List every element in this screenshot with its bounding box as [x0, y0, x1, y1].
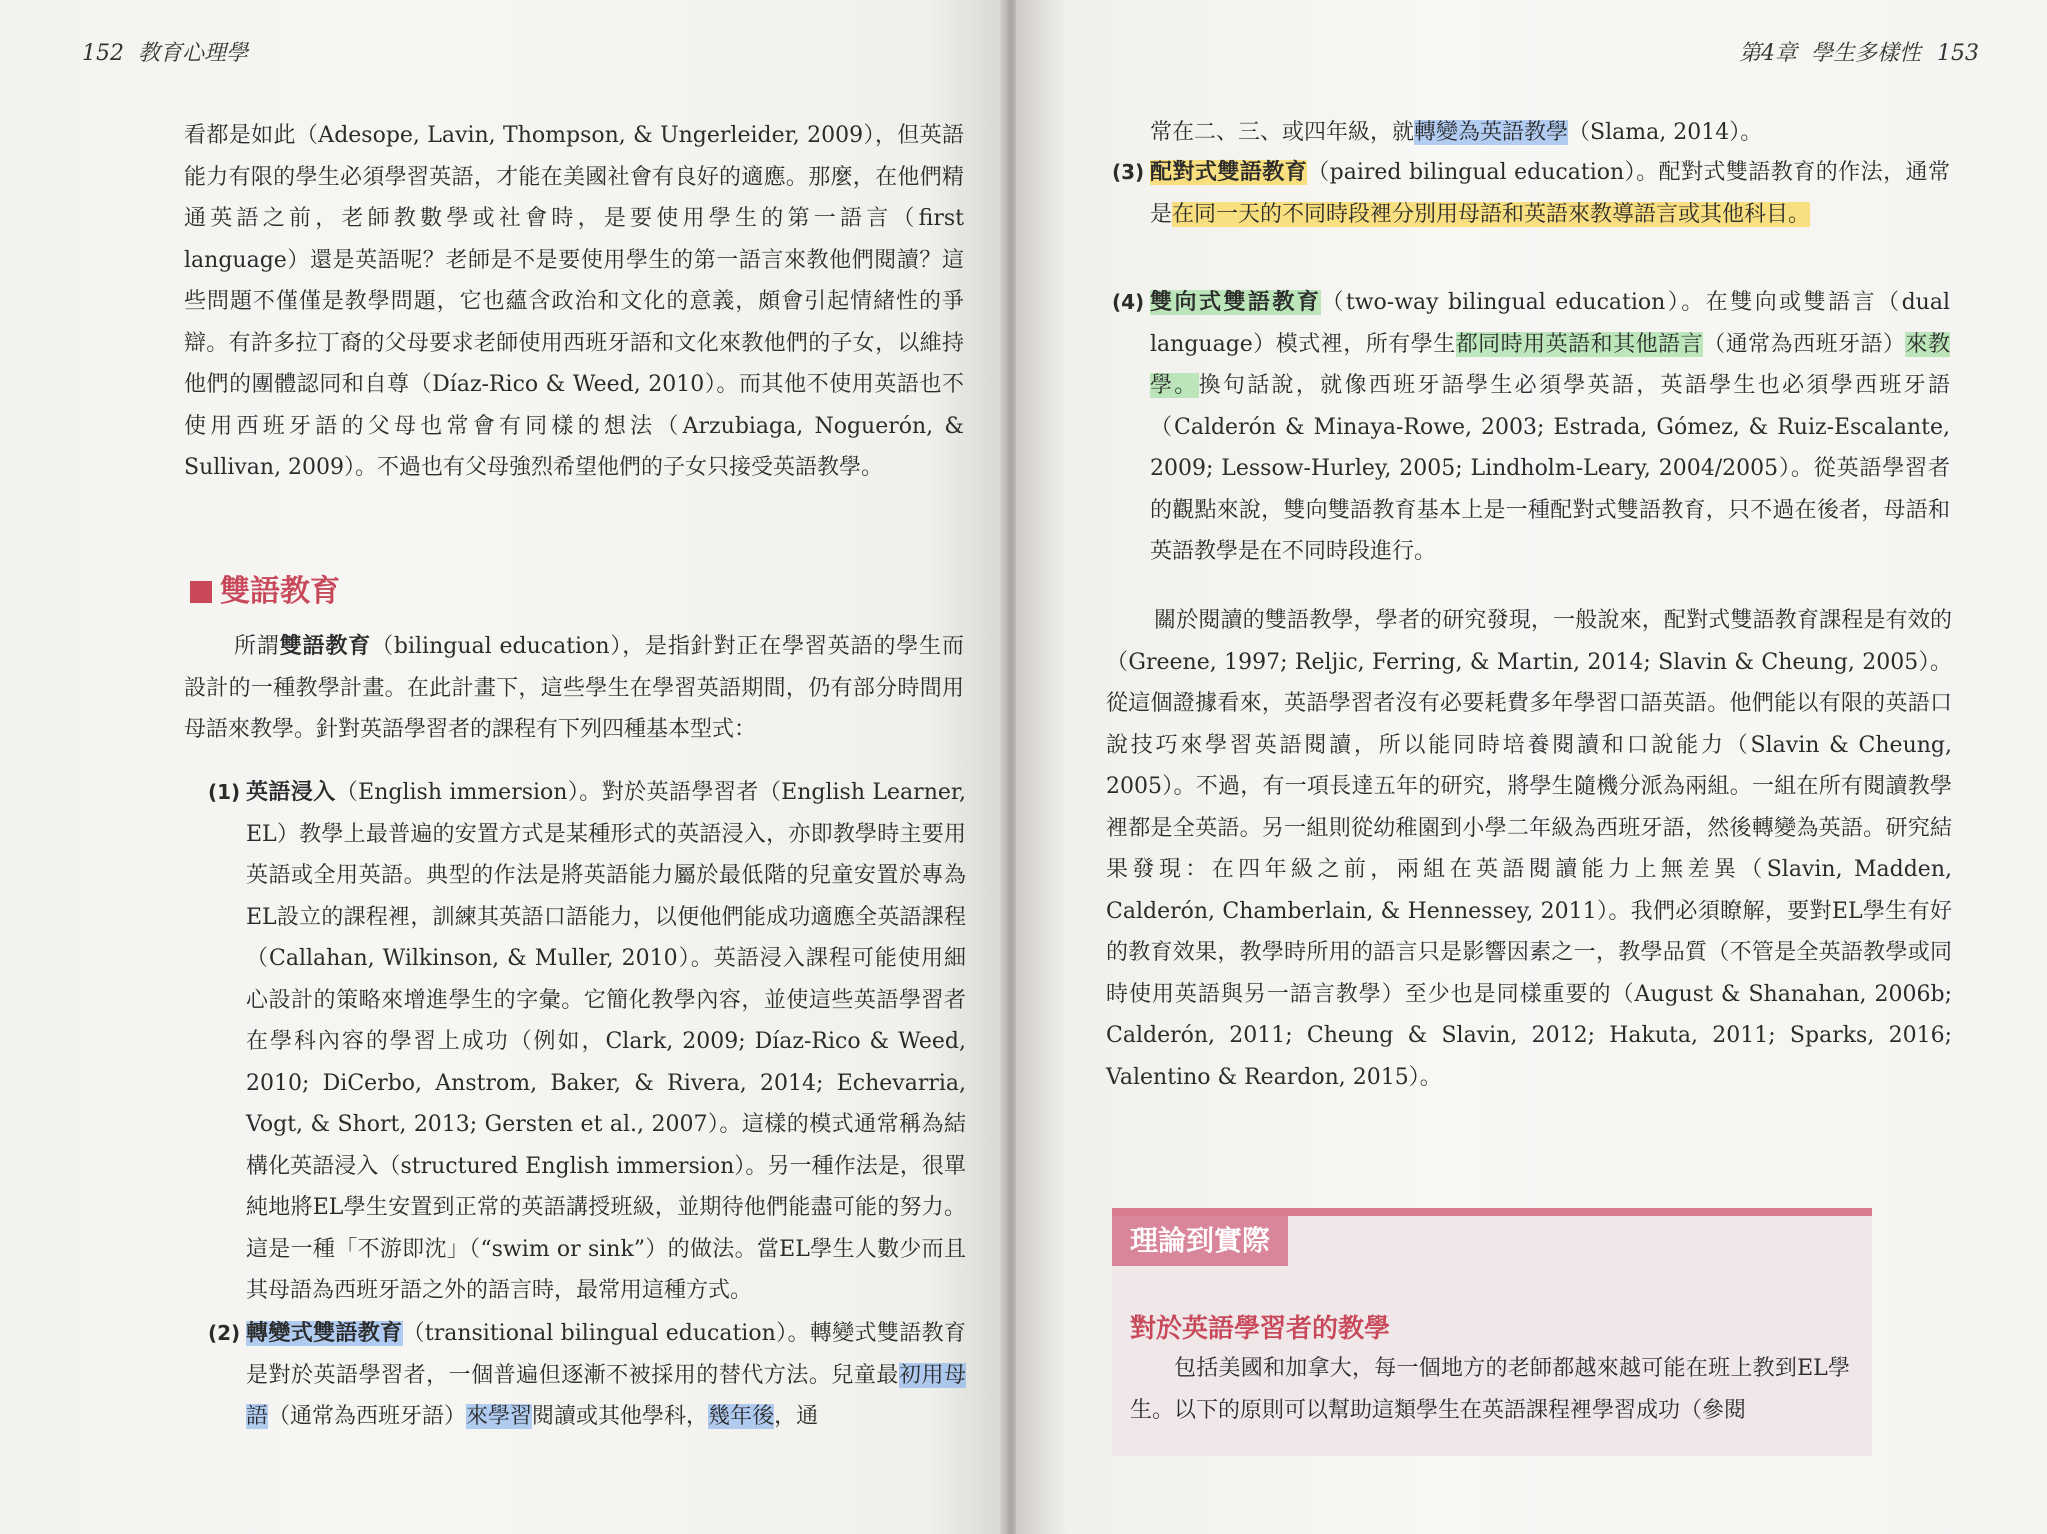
list-item-english-immersion: (1) 英語浸入（English immersion）。對於英語學習者（English Learner, EL）教學上最普遍的安置方式是某種形式的英語浸入，亦即教學時主要用英語或全用英語。典型的作法是將英語能力屬於最低階的兒童安置於專為EL設立的課程裡，訓練其英語口語能力，以便他們能成功適應全英語課程（Callahan, Wilkinson, & Muller, 2010）。英語浸入課程可能使用細心設計的策略來增進學生的字彙。它簡化教學內容，並使這些英語學習者在學科內容的學習上成功（例如，Clark, 2009; Díaz-Rico & Weed, 2010; DiCerbo, Anstrom, Baker, & Rivera, 2014; Echevarria, Vogt, & Short, 2013; Gersten et al., 2007）。這樣的模式通常稱為結構化英語浸入（structured English immersion）。另一種作法是，很單純地將EL學生安置到正常的英語講授班級，並期待他們能盡可能的努力。這是一種「不游即沈」（“swim or sink”）的做法。當EL學生人數少而且其母語為西班牙語之外的語言時，最常用這種方式。: [208, 780, 966, 1303]
list-item-paired: (3) 配對式雙語教育（paired bilingual education）。配對式雙語教育的作法，通常是在同一天的不同時段裡分別用母語和英語來教導語言或其他科目。: [1112, 160, 1950, 227]
box-tab-label: 理論到實際: [1112, 1216, 1288, 1266]
left-running-head: [82, 36, 248, 67]
left-page: [0, 0, 1008, 1534]
theory-to-practice-box: [1112, 1208, 1872, 1456]
left-page-number: 152: [82, 41, 124, 66]
list-item-two-way: (4) 雙向式雙語教育（two-way bilingual education）。在雙向或雙語言（dual language）模式裡，所有學生都同時用英語和其他語言（通常為西班牙語）來教學。換句話說，就像西班牙語學生必須學英語，英語學生也必須學西班牙語（Calderón & Minaya-Rowe, 2003; Estrada, Gómez, & Ruiz-Escalante, 2009; Lessow-Hurley, 2005; Lindholm-Leary, 2004/2005）。從英語學習者的觀點來說，雙向雙語教育基本上是一種配對式雙語教育，只不過在後者，母語和英語教學是在不同時段進行。: [1112, 290, 1950, 564]
highlight: 來學習: [466, 1404, 533, 1429]
book-title: 教育心理學: [138, 41, 249, 66]
continued-paragraph: 常在二、三、或四年級，就轉變為英語教學（Slama, 2014）。: [1150, 120, 1763, 145]
chapter-title: 學生多樣性: [1810, 41, 1921, 66]
section-intro: 所謂雙語教育（bilingual education），是指針對正在學習英語的學生而設計的一種教學計畫。在此計畫下，這些學生在學習英語期間，仍有部分時間用母語來教學。針對英語學習者的課程有下列四種基本型式：: [184, 633, 964, 742]
right-running-head: [1739, 36, 1979, 67]
box-text: 包括美國和加拿大，每一個地方的老師都越來越可能在班上教到EL學生。以下的原則可以幫助這類學生在英語課程裡學習成功（參閱: [1130, 1356, 1850, 1423]
highlight: 初用母語: [246, 1362, 966, 1429]
box-top-rule: [1112, 1208, 1872, 1216]
highlight: 在同一天的不同時段裡分別用母語和英語來教導語言或其他科目。: [1172, 201, 1811, 227]
highlight: 都同時用英語和其他語言: [1455, 331, 1704, 357]
right-page: [1016, 0, 2047, 1534]
research-paragraph: 關於閱讀的雙語教學，學者的研究發現，一般說來，配對式雙語教育課程是有效的（Greene, 1997; Reljic, Ferring, & Martin, 2014; Slavin & Cheung, 2005）。從這個證據看來，英語學習者沒有必要耗費多年學習口語英語。他們能以有限的英語口說技巧來學習英語閱讀，所以能同時培養閱讀和口說能力（Slavin & Cheung, 2005）。不過，有一項長達五年的研究，將學生隨機分派為兩組。一組在所有閱讀教學裡都是全英語。另一組則從幼稚園到小學二年級為西班牙語，然後轉變為英語。研究結果發現：在四年級之前，兩組在英語閱讀能力上無差異（Slavin, Madden, Calderón, Chamberlain, & Hennessey, 2011）。我們必須瞭解，要對EL學生有好的教育效果，教學時所用的語言只是影響因素之一，教學品質（不管是全英語教學或同時使用英語與另一語言教學）至少也是同樣重要的（August & Shanahan, 2006b; Calderón, 2011; Cheung & Slavin, 2012; Hakuta, 2011; Sparks, 2016; Valentino & Reardon, 2015）。: [1106, 608, 1952, 1090]
intro-paragraph: 看都是如此（Adesope, Lavin, Thompson, & Ungerleider, 2009），但英語能力有限的學生必須學習英語，才能在美國社會有良好的適應。那麼，在他們精通英語之前，老師教數學或社會時，是要使用學生的第一語言（first language）還是英語呢？老師是不是要使用學生的第一語言來教他們閱讀？這些問題不僅僅是教學問題，它也蘊含政治和文化的意義，頗會引起情緒性的爭辯。有許多拉丁裔的父母要求老師使用西班牙語和文化來教他們的子女，以維持他們的團體認同和自尊（Díaz-Rico & Weed, 2010）。而其他不使用英語也不使用西班牙語的父母也常會有同樣的想法（Arzubiaga, Noguerón, & Sullivan, 2009）。不過也有父母強烈希望他們的子女只接受英語教學。: [184, 123, 964, 480]
highlight: 來教學。: [1150, 331, 1950, 398]
section-heading: 雙語教育: [190, 566, 340, 610]
highlight: 幾年後: [708, 1404, 775, 1429]
right-page-number: 153: [1937, 41, 1979, 66]
chapter-label: 第4章: [1738, 41, 1797, 66]
section-square-icon: [190, 581, 212, 603]
highlight: 轉變為英語教學: [1414, 120, 1569, 145]
list-item-transitional: (2) 轉變式雙語教育（transitional bilingual education）。轉變式雙語教育是對於英語學習者，一個普遍但逐漸不被採用的替代方法。兒童最初用母語（通常為西班牙語）來學習閱讀或其他學科，幾年後，通: [208, 1321, 966, 1429]
term-bilingual-education: 雙語教育: [279, 633, 372, 659]
box-subtitle: 對於英語學習者的教學: [1130, 1314, 1391, 1344]
